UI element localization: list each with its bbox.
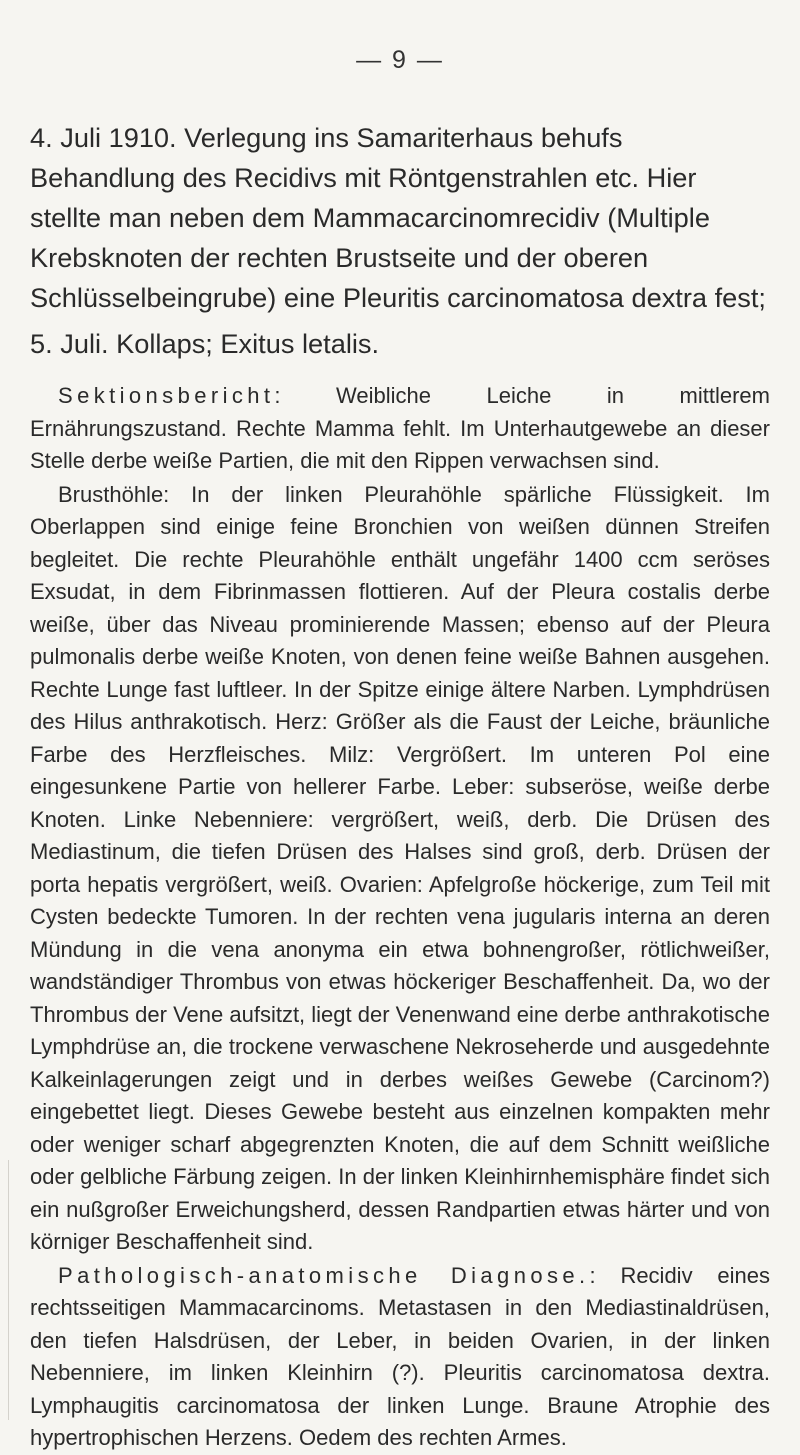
page-edge-line [8,1160,9,1420]
section-report-heading: Sektionsbericht [58,383,275,408]
section-report-text: : Weibliche Leiche in mittlerem Ernährungszustand. Rechte Mamma fehlt. Im Unterhautgewebe an dieser Stelle derbe weiße Partien, die mit den Rippen verwachsen sind. [30,383,770,473]
section-report-paragraph [30,380,770,478]
history-entry-july-5: 5. Juli. Kollaps; Exitus letalis. [30,328,380,359]
diagnosis-text: : Recidiv eines rechtsseitigen Mammacarcinoms. Metastasen in den Mediastinaldrüsen, den tiefen Halsdrüsen, der Leber, in beiden Ovarien, in der linken Nebenniere, im linken Kleinhirn (?). Pleuritis carcinomatosa dextra. Lymphaugitis carcinomatosa der linken Lunge. Braune Atrophie des hypertrophischen Herzens. Oedem des rechten Armes. [30,1262,770,1450]
clinical-history [30,118,770,364]
history-entry-july-4: 4. Juli 1910. Verlegung ins Samariterhaus behufs Behandlung des Recidivs mit Röntgenstrahlen etc. Hier stellte man neben dem Mammacarcinomrecidiv (Multiple Krebsknoten der rechten Brustseite und der oberen Schlüsselbeingrube) eine Pleuritis carcinomatosa dextra fest; [30,122,766,313]
diagnosis-paragraph [30,1260,770,1455]
autopsy-report [30,380,770,1455]
diagnosis-heading: Pathologisch-anatomische Diagnose. [58,1262,590,1288]
thorax-paragraph: Brusthöhle: In der linken Pleurahöhle spärliche Flüssigkeit. Im Oberlappen sind einige feine Bronchien von weißen dünnen Streifen begleitet. Die rechte Pleurahöhle enthält ungefähr 1400 ccm seröses Exsudat, in dem Fibrinmassen flottieren. Auf der Pleura costalis derbe weiße, über das Niveau prominierende Massen; ebenso auf der Pleura pulmonalis derbe weiße Knoten, von denen feine weiße Bahnen ausgehen. Rechte Lunge fast luftleer. In der Spitze einige ältere Narben. Lymphdrüsen des Hilus anthrakotisch. Herz: Größer als die Faust der Leiche, bräunliche Farbe des Herzfleisches. Milz: Vergrößert. Im unteren Pol eine eingesunkene Partie von hellerer Farbe. Leber: subseröse, weiße derbe Knoten. Linke Nebenniere: vergrößert, weiß, derb. Die Drüsen des Mediastinum, die tiefen Drüsen des Halses sind groß, derb. Drüsen der porta hepatis vergrößert, weiß. Ovarien: Apfelgroße höckerige, zum Teil mit Cysten bedeckte Tumoren. In der rechten vena jugularis interna an deren Mündung in die vena anonyma ein etwa bohnengroßer, rötlichweißer, wandständiger Thrombus von etwas höckeriger Beschaffenheit. Da, wo der Thrombus der Vene aufsitzt, liegt der Venenwand eine derbe anthrakotische Lymphdrüse an, die trockene verwaschene Nekroseherde und ausgedehnte Kalkeinlagerungen zeigt und in derbes weißes Gewebe (Carcinom?) eingebettet liegt. Dieses Gewebe besteht aus einzelnen kompakten mehr oder weniger scharf abgegrenzten Knoten, die auf dem Schnitt weißliche oder gelbliche Färbung zeigen. In der linken Kleinhirnhemisphäre findet sich ein nußgroßer Erweichungsherd, dessen Randpartien etwas härter und von körniger Beschaffenheit sind. [30,481,770,1254]
page-number: — 9 — [356,46,444,74]
